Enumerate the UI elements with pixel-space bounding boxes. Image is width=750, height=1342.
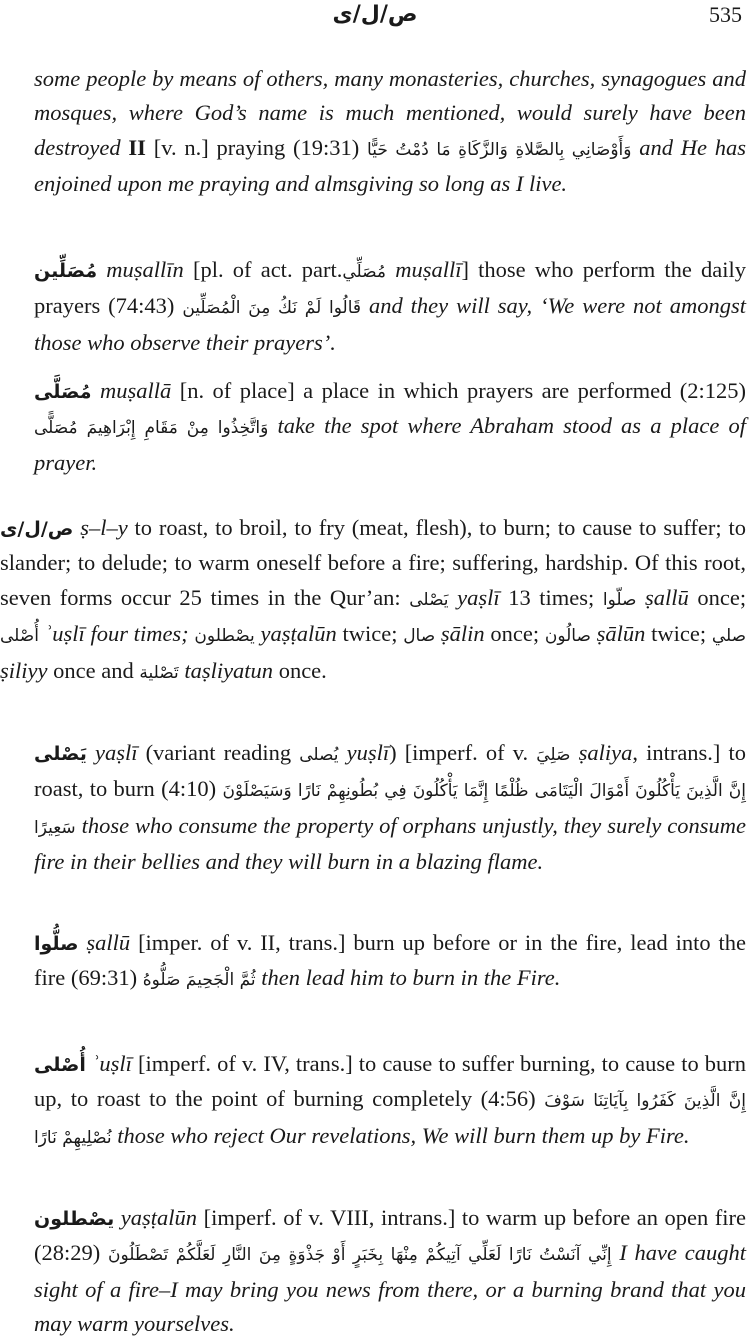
arabic-quote: وَاتَّخِذُوا مِنْ مَقَامِ إِبْرَاهِيمَ مُصَلًّى: [34, 418, 269, 439]
headword-arabic: أُصْلى: [34, 1054, 86, 1076]
english-translation: those who consume the property of orphans unjustly, they surely consume fire in their bellies and they will burn in a blazing flame.: [34, 812, 747, 875]
form-arabic: يَصْلى: [409, 589, 449, 610]
grammar-note: [v. n.] praying (19:31): [153, 134, 360, 160]
english-translation: I have caught sight of a fire–I may bring you news from there, or a burning brand that you may warm yourselves.: [34, 1240, 746, 1337]
form-count: twice;: [651, 621, 707, 647]
arabic-quote: ثُمَّ الْجَحِيمَ صَلُّوهُ: [142, 970, 256, 991]
transliteration: ṣaliya: [578, 740, 633, 765]
grammar-note: ] those who perform the daily prayers (74:43): [34, 257, 747, 319]
grammar-note: [imperf. of v. VIII, intrans.] to warm up before an open fire (28:29): [34, 1205, 747, 1266]
headword-arabic: مُصَلِّين: [34, 260, 98, 282]
headword-transliteration: yaṣlī: [94, 740, 138, 765]
arabic-quote: قَالُوا لَمْ نَكُ مِنَ الْمُصَلِّين: [182, 298, 362, 319]
form-arabic: تَصْلية: [139, 662, 179, 683]
arabic-quote: وَأَوْصَانِي بِالصَّلاةِ وَالزَّكَاةِ مَا دُمْتُ حَيًّا: [367, 139, 632, 160]
running-header-root: ص/ل/ى: [332, 2, 418, 27]
form-count: twice;: [342, 621, 398, 647]
form-count: once;: [490, 621, 540, 647]
headword-arabic: مُصَلَّى: [34, 381, 92, 403]
entry-yastalun: [34, 1201, 746, 1342]
form-count: once and: [53, 657, 134, 683]
page-number: 535: [709, 2, 742, 27]
headword-transliteration: muṣallīn: [106, 257, 184, 282]
form-arabic: يصْطلون: [194, 626, 255, 647]
root-arabic: ص/ل/ى: [0, 518, 74, 540]
form-transliteration: yaṣlī: [457, 584, 500, 610]
form-arabic: صالُون: [544, 626, 591, 647]
verb-form-label: II: [128, 134, 146, 160]
english-translation: take the spot where Abraham stood as a place of prayer.: [34, 413, 746, 475]
arabic-word: صَلِيَ: [536, 745, 571, 765]
root-definition: to roast, to broil, to fry (meat, flesh), to burn; to cause to suffer; to slander; to delude; to warm oneself before a fire; suffering, hardship. Of this root, seven forms occur 25 times in the Qur’an:: [0, 515, 747, 610]
entry-yasli: [34, 736, 746, 880]
form-transliteration: ṣālūn: [596, 621, 646, 647]
form-count: once.: [278, 657, 327, 683]
arabic-word: مُصَلِّي: [342, 262, 387, 282]
form-arabic: صال: [403, 626, 436, 647]
grammar-note: [n. of place] a place in which prayers are performed (2:125): [179, 378, 747, 403]
root-transliteration: ṣ–l–y: [80, 515, 128, 540]
form-arabic: أُصْلى: [0, 626, 39, 647]
entry-musalla: [34, 374, 746, 480]
grammar-note: [imper. of v. II, trans.] burn up before or in the fire, lead into the fire (69:31): [34, 930, 746, 991]
grammar-note: [imperf. of v. IV, trans.] to cause to suffer burning, to cause to burn up, to roast to the point of burning completely (4:56): [34, 1051, 746, 1112]
headword-transliteration: muṣallā: [99, 378, 172, 403]
arabic-quote: إِنَّ الَّذِينَ كَفَرُوا بِآيَاتِنَا سَوْفَ نُصْلِيهِمْ نَارًا: [34, 1091, 747, 1148]
grammar-note: ) [imperf. of v.: [389, 740, 529, 765]
form-count: once;: [697, 584, 747, 610]
form-arabic: صلّوا: [602, 589, 637, 610]
grammar-note: [pl. of act. part.: [193, 257, 343, 282]
arabic-quote: إِنِّي آنَسْتُ نَارًا لَعَلِّي آتِيكُمْ مِنْهَا بِخَبَرٍ أَوْ جَذْوَةٍ مِنَ النَّارِ لَعَلَّكُمْ تَصْطَلُونَ: [107, 1245, 612, 1266]
entry-usli: [34, 1047, 746, 1155]
english-translation: then lead him to burn in the Fire.: [261, 965, 561, 991]
transliteration: muṣallī: [395, 257, 462, 282]
headword-transliteration: yaṣṭalūn: [120, 1205, 198, 1230]
form-transliteration: ṣiliyy: [0, 657, 48, 683]
headword-arabic: يَصْلى: [34, 743, 87, 765]
form-count: 13 times;: [508, 584, 595, 610]
headword-transliteration: ʾuṣlī: [91, 1051, 132, 1076]
english-translation: and He has enjoined upon me praying and almsgiving so long as I live.: [34, 134, 747, 197]
form-transliteration: ṣālin: [440, 621, 485, 647]
headword-arabic: يصْطلون: [34, 1208, 115, 1230]
english-text: some people by means of others, many monasteries, churches, synagogues and mosques, where God’s name is much mentioned, would surely have been destroyed: [34, 66, 746, 160]
form-count: four times;: [90, 621, 189, 647]
english-translation: those who reject Our revelations, We will burn them up by Fire.: [117, 1122, 690, 1148]
english-translation: and they will say, ‘We were not amongst those who observe their prayers’.: [34, 293, 747, 355]
form-transliteration: yaṣṭalūn: [260, 621, 337, 647]
headword-arabic: صلُّوا: [34, 933, 79, 955]
entry-continuation: [34, 62, 746, 202]
root-entry: [0, 511, 746, 690]
form-arabic: صلي: [711, 626, 747, 647]
form-transliteration: taṣliyatun: [184, 657, 274, 683]
form-transliteration: ʾuṣlī: [44, 621, 85, 647]
entry-sallu: [34, 926, 746, 998]
arabic-word: يُصلى: [299, 745, 339, 765]
entry-musallin: [34, 253, 746, 360]
grammar-note: , intrans.] to roast, to burn (4:10): [34, 740, 747, 802]
arabic-quote: إِنَّ الَّذِينَ يَأْكُلُونَ أَمْوَالَ الْيَتَامَى ظُلْمًا إِنَّمَا يَأْكُلُونَ فِي بُطُونِهِمْ نَارًا وَسَيَصْلَوْنَ سَعِيرًا: [34, 781, 747, 838]
form-transliteration: ṣallū: [645, 584, 689, 610]
headword-transliteration: ṣallū: [86, 930, 131, 955]
grammar-note: (variant reading: [145, 740, 292, 765]
transliteration: yuṣlī: [346, 740, 390, 765]
